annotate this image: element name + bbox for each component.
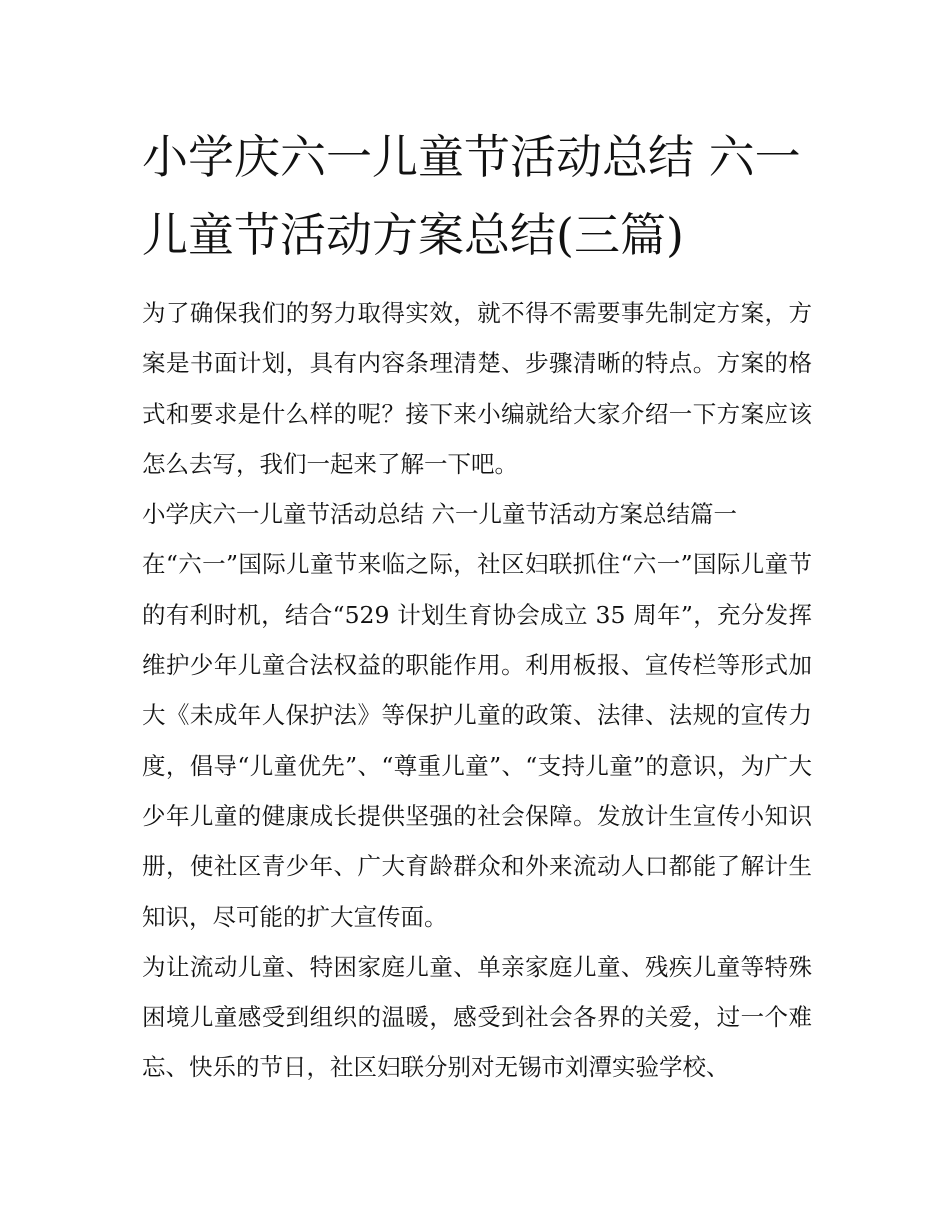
body-paragraph: 为让流动儿童、特困家庭儿童、单亲家庭儿童、残疾儿童等特殊困境儿童感受到组织的温暖，感受到社会各界的关爱，过一个难忘、快乐的节日，社区妇联分别对无锡市刘潭实验学校、 <box>142 952 812 1082</box>
document-content <box>142 118 812 1093</box>
intro-paragraph: 为了确保我们的努力取得实效，就不得不需要事先制定方案，方案是书面计划，具有内容条理清楚、步骤清晰的特点。方案的格式和要求是什么样的呢？接下来小编就给大家介绍一下方案应该怎么去写，我们一起来了解一下吧。 <box>142 299 812 478</box>
body-paragraph: 在“六一”国际儿童节来临之际，社区妇联抓住“六一”国际儿童节的有利时机，结合“529 计划生育协会成立 35 周年”，充分发挥维护少年儿童合法权益的职能作用。利用板报、宣传栏等形式加大《未成年人保护法》等保护儿童的政策、法律、法规的宣传力度，倡导“儿童优先”、“尊重儿童”、“支持儿童”的意识，为广大少年儿童的健康成长提供坚强的社会保障。发放计生宣传小知识册，使社区青少年、广大育龄群众和外来流动人口都能了解计生知识，尽可能的扩大宣传面。 <box>142 550 812 931</box>
section-heading: 小学庆六一儿童节活动总结 六一儿童节活动方案总结篇一 <box>142 500 737 529</box>
document-title: 小学庆六一儿童节活动总结 六一儿童节活动方案总结(三篇) <box>142 130 801 262</box>
